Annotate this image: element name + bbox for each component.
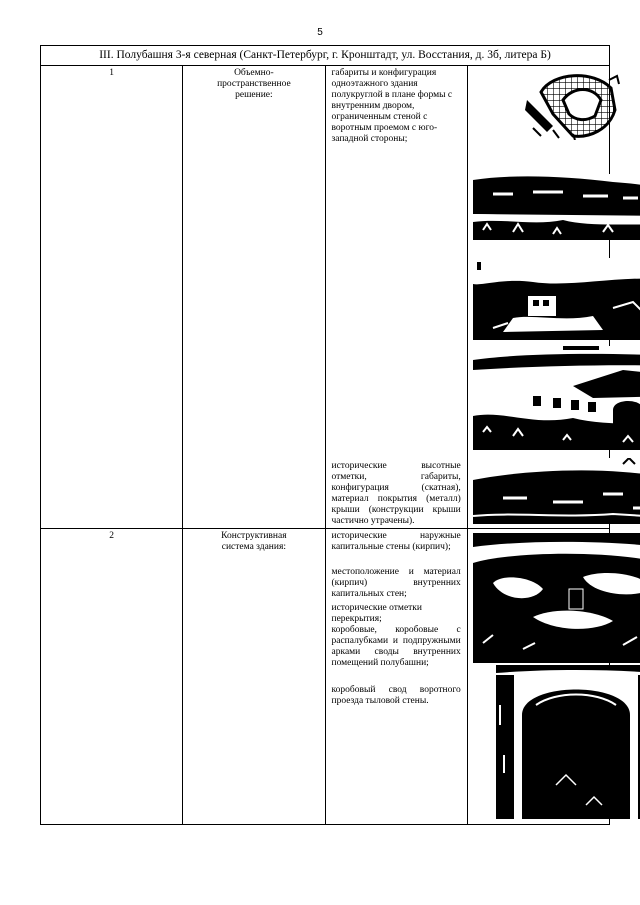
row-number: 2 [41, 529, 183, 825]
description-item: габариты и конфигурация одноэтажного здания полукруглой в плане формы с внутренним двором, ограниченным стеной с воротным проемом с юго-западной стороны; [331, 68, 453, 144]
row-description [325, 66, 467, 529]
photo-building-facade [473, 346, 640, 450]
description-item: исторические отметки перекрытия; [331, 603, 423, 624]
row-label [183, 66, 325, 529]
photo-courtyard [473, 258, 640, 340]
table-title-row [41, 46, 610, 66]
row-label [183, 529, 325, 825]
row-label-text: Конструктивная система здания: [221, 531, 287, 552]
description-item: исторические высотные отметки, габариты, конфигурация (скатная), материал покрытия (металл) крыши (конструкции крыши частично утрачены). [331, 461, 461, 526]
description-item: местоположение и материал (кирпич) внутренних капитальных стен; [331, 567, 461, 599]
description-item: коробовые, коробовые с распалубками и подпружными арками своды внутренних помещений полубашни; [331, 625, 461, 668]
photo-column [467, 66, 609, 529]
row-description [325, 529, 467, 825]
photo-vault-interior [473, 533, 640, 663]
row-label-text: Объемно- пространственное решение: [217, 68, 291, 100]
description-item: коробовый свод воротного проезда тыловой стены. [331, 685, 461, 706]
table-title: III. Полубашня 3-я северная (Санкт-Петербург, г. Кронштадт, ул. Восстания, д. 3б, литера Б) [41, 46, 610, 66]
photo-earthwork [473, 174, 640, 240]
monument-table [40, 45, 610, 825]
row-number: 1 [41, 66, 183, 529]
photo-gateway-arch [496, 665, 640, 819]
floor-plan-image [523, 70, 623, 140]
photo-column [467, 529, 609, 825]
table-row [41, 529, 610, 825]
photo-roof [473, 458, 640, 524]
table-row [41, 66, 610, 529]
description-item: исторические наружные капитальные стены (кирпич); [331, 531, 461, 552]
page-number: 5 [317, 27, 323, 38]
